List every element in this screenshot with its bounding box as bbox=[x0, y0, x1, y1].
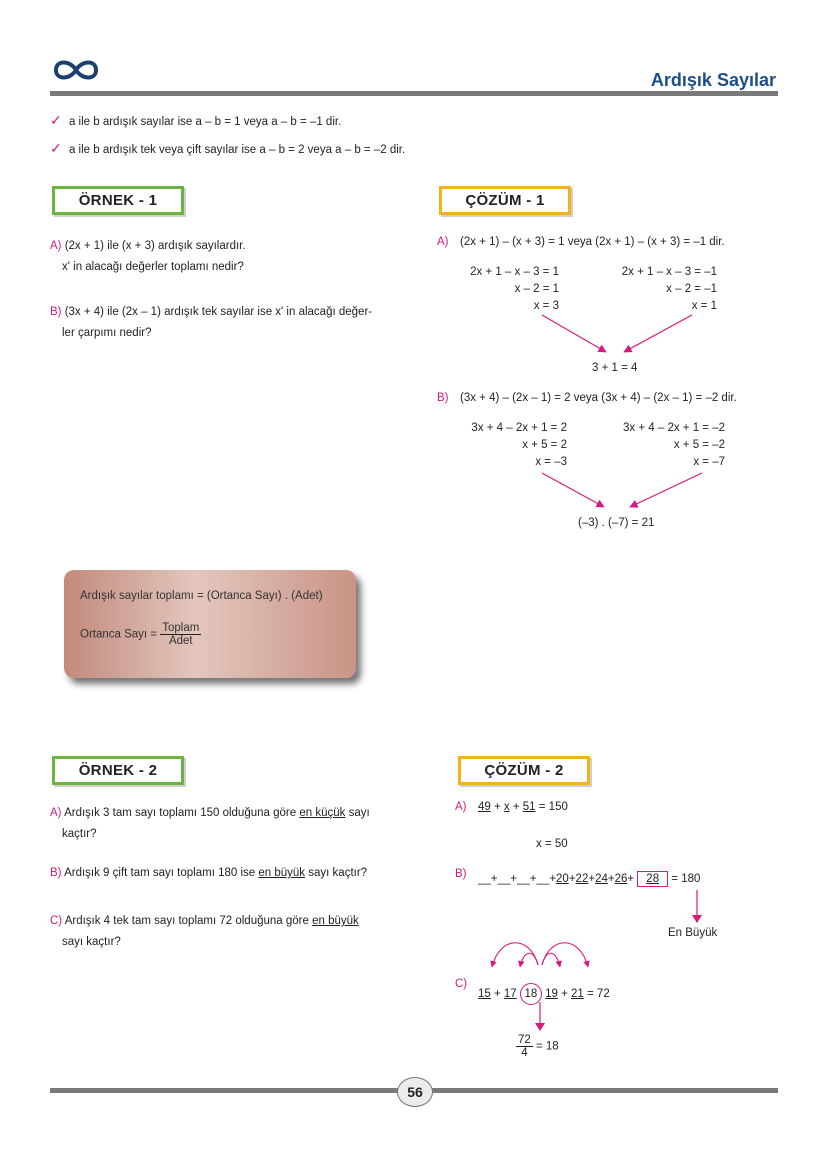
ornek-2-a-line2: kaçtır? bbox=[62, 828, 97, 840]
label-b: B) bbox=[50, 867, 62, 879]
eq-line: 2x + 1 – x – 3 = 1 bbox=[470, 266, 559, 278]
arrow-down-icon bbox=[690, 890, 704, 924]
cozum-1-a-result: 3 + 1 = 4 bbox=[592, 362, 638, 374]
eq-line: x – 2 = 1 bbox=[514, 283, 559, 295]
frac-denominator: Adet bbox=[168, 635, 193, 647]
ornek-1-a-line1: (2x + 1) ile (x + 3) ardışık sayılardır. bbox=[64, 240, 246, 252]
term: 22 bbox=[575, 873, 589, 885]
ornek-2-b-post: sayı kaçtır? bbox=[308, 867, 368, 879]
cozum-2-b-eq: __+__+__+__+20+22+24+26+ 28 = 180 bbox=[478, 873, 701, 885]
label-c: C) bbox=[455, 978, 468, 990]
eq-line: x = 1 bbox=[691, 300, 717, 312]
header-rule bbox=[50, 91, 778, 96]
eq-line: 3x + 4 – 2x + 1 = 2 bbox=[471, 422, 567, 434]
rule-text: a ile b ardışık tek veya çift sayılar ise a – b = 2 veya a – b = –2 dir. bbox=[68, 144, 406, 156]
ornek-2-c-pre: Ardışık 4 tek tam sayı toplamı 72 olduğuna göre bbox=[64, 915, 309, 927]
ornek-2-b-pre: Ardışık 9 çift tam sayı toplamı 180 ise bbox=[64, 867, 256, 879]
eq-rhs: = 150 bbox=[538, 801, 568, 813]
label-a: A) bbox=[437, 236, 449, 248]
rule-2 bbox=[50, 140, 405, 157]
eq-line: x + 5 = 2 bbox=[522, 439, 567, 451]
ornek-2-c-line2: sayı kaçtır? bbox=[62, 936, 121, 948]
cozum-2-a-eq: 49 + x + 51 = 150 bbox=[478, 801, 568, 813]
eq-line: 3x + 4 – 2x + 1 = –2 bbox=[623, 422, 725, 434]
ornek-2-b-underlined: en büyük bbox=[258, 867, 306, 879]
eq-line: x – 2 = –1 bbox=[666, 283, 717, 295]
eq-line: 2x + 1 – x – 3 = –1 bbox=[621, 266, 717, 278]
term: 17 bbox=[503, 988, 517, 1000]
term: 19 bbox=[545, 988, 558, 1000]
ornek-2-a-post: sayı bbox=[348, 807, 370, 819]
term: 51 bbox=[522, 801, 536, 813]
result-value: = 18 bbox=[536, 1040, 559, 1053]
cozum-1-b-right bbox=[603, 420, 725, 471]
check-icon: ✓ bbox=[50, 140, 62, 156]
term: 26 bbox=[614, 873, 628, 885]
label-c: C) bbox=[50, 915, 63, 927]
arrows-1a bbox=[520, 310, 720, 360]
ornek-2-c bbox=[50, 911, 359, 953]
label-a: A) bbox=[455, 801, 467, 813]
cozum-2-a-result: x = 50 bbox=[536, 838, 568, 850]
label-b: B) bbox=[50, 306, 62, 318]
ornek-1-b bbox=[50, 302, 372, 344]
page-number: 56 bbox=[397, 1077, 433, 1107]
ornek-2-title: ÖRNEK - 2 bbox=[52, 756, 184, 785]
circled-term: 18 bbox=[520, 983, 542, 1005]
label-a: A) bbox=[50, 240, 62, 252]
arrows-1b bbox=[520, 470, 730, 515]
term: x bbox=[503, 801, 510, 813]
cozum-1-b-left bbox=[455, 420, 567, 471]
ornek-2-b bbox=[50, 867, 367, 879]
info-line1: Ardışık sayılar toplamı = (Ortanca Sayı) . (Adet) bbox=[80, 590, 323, 602]
term: 24 bbox=[595, 873, 608, 885]
cozum-2-c-result bbox=[516, 1034, 559, 1059]
arcs-2c bbox=[480, 935, 600, 975]
rule-text: a ile b ardışık sayılar ise a – b = 1 veya a – b = –1 dir. bbox=[68, 116, 342, 128]
frac-numerator: 72 bbox=[518, 1034, 531, 1046]
label-b: B) bbox=[455, 868, 467, 880]
eq-line: x + 5 = –2 bbox=[673, 439, 725, 451]
frac-denominator: 4 bbox=[521, 1047, 528, 1059]
eq-line: x = –3 bbox=[535, 456, 567, 468]
cozum-2-c-eq: 15 + 17 18 19 + 21 = 72 bbox=[478, 983, 610, 1005]
cozum-1-a-left bbox=[455, 264, 559, 315]
term: 15 bbox=[478, 988, 491, 1000]
ornek-2-c-underlined: en büyük bbox=[312, 915, 359, 927]
eq-line: x = 3 bbox=[533, 300, 559, 312]
info-prefix: Ortanca Sayı = bbox=[80, 628, 158, 641]
cozum-2-b-note: En Büyük bbox=[668, 927, 718, 939]
page-title: Ardışık Sayılar bbox=[650, 70, 776, 90]
ornek-1-a-line2: x' in alacağı değerler toplamı nedir? bbox=[62, 261, 244, 273]
ornek-1-title: ÖRNEK - 1 bbox=[52, 186, 184, 215]
cozum-2-title: ÇÖZÜM - 2 bbox=[458, 756, 590, 785]
term: 49 bbox=[478, 801, 491, 813]
check-icon: ✓ bbox=[50, 112, 62, 128]
ornek-2-a bbox=[50, 803, 370, 845]
ornek-1-a bbox=[50, 236, 246, 278]
cozum-1-b-head: (3x + 4) – (2x – 1) = 2 veya (3x + 4) – (2x – 1) = –2 dir. bbox=[460, 392, 737, 404]
cozum-1-a-right bbox=[603, 264, 717, 315]
label-a: A) bbox=[50, 807, 62, 819]
ornek-2-a-underlined: en küçük bbox=[299, 807, 346, 819]
cozum-1-title: ÇÖZÜM - 1 bbox=[439, 186, 571, 215]
infinity-icon bbox=[50, 57, 102, 83]
ornek-1-b-line1: (3x + 4) ile (2x – 1) ardışık tek sayılar ise x' in alacağı değer- bbox=[64, 306, 373, 318]
term: 21 bbox=[571, 988, 584, 1000]
eq-rhs: = 180 bbox=[671, 873, 701, 885]
frac-numerator: Toplam bbox=[162, 622, 200, 634]
boxed-term: 28 bbox=[637, 871, 668, 887]
cozum-1-b-result: (–3) . (–7) = 21 bbox=[578, 517, 655, 529]
term: 20 bbox=[556, 873, 569, 885]
blank-terms: __+__+__+__+ bbox=[478, 873, 557, 885]
info-line2 bbox=[80, 622, 201, 647]
eq-line: x = –7 bbox=[693, 456, 725, 468]
ornek-1-b-line2: ler çarpımı nedir? bbox=[62, 327, 152, 339]
cozum-1-a-head: (2x + 1) – (x + 3) = 1 veya (2x + 1) – (x + 3) = –1 dir. bbox=[460, 236, 725, 248]
result-fraction bbox=[516, 1034, 533, 1059]
rule-1 bbox=[50, 112, 341, 129]
label-b: B) bbox=[437, 392, 449, 404]
info-fraction bbox=[160, 622, 201, 647]
eq-rhs: = 72 bbox=[587, 988, 610, 1000]
ornek-2-a-pre: Ardışık 3 tam sayı toplamı 150 olduğuna göre bbox=[64, 807, 297, 819]
arrow-down-icon bbox=[533, 1002, 547, 1032]
